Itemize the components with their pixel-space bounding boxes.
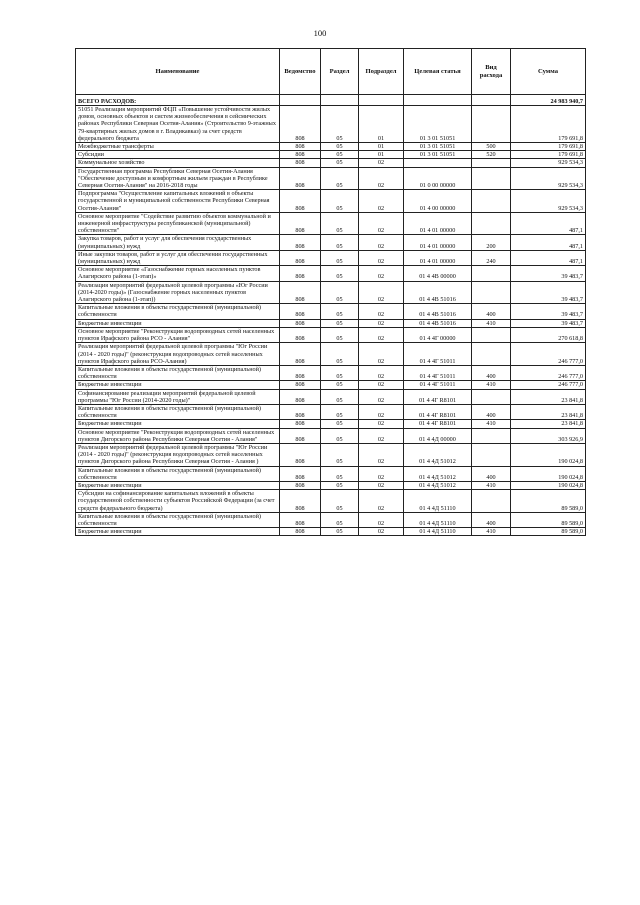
- table-row: [76, 528, 586, 536]
- row-type: 400: [472, 466, 511, 481]
- row-name: Капитальные вложения в объекты государственной (муниципальной) собственности: [76, 512, 280, 527]
- row-target: 01 4 01 00000: [404, 250, 472, 265]
- row-dept: 808: [280, 167, 321, 190]
- row-target: 01 4 4Д 51110: [404, 512, 472, 527]
- row-section: 05: [321, 512, 359, 527]
- row-sum: 39 483,7: [511, 319, 586, 327]
- row-name: Капитальные вложения в объекты государственной (муниципальной) собственности: [76, 404, 280, 419]
- header-subsection: Подраздел: [359, 49, 404, 95]
- row-sum: 190 024,8: [511, 466, 586, 481]
- table-row: [76, 327, 586, 342]
- table-row: [76, 250, 586, 265]
- row-subsection: 02: [359, 490, 404, 513]
- row-sum: 23 841,8: [511, 420, 586, 428]
- row-sum: 39 483,7: [511, 304, 586, 319]
- row-name: Бюджетные инвестиции: [76, 481, 280, 489]
- row-subsection: 02: [359, 443, 404, 466]
- row-target: 01 3 01 51051: [404, 151, 472, 159]
- row-section: 05: [321, 304, 359, 319]
- table-row: [76, 365, 586, 380]
- row-type: [472, 159, 511, 167]
- row-section: 05: [321, 266, 359, 281]
- table-row: [76, 235, 586, 250]
- header-sum: Сумма: [511, 49, 586, 95]
- row-sum: 190 024,8: [511, 443, 586, 466]
- table-row: [76, 466, 586, 481]
- table-row: [76, 304, 586, 319]
- row-section: 05: [321, 481, 359, 489]
- header-target: Целевая статья: [404, 49, 472, 95]
- total-row: [76, 95, 586, 106]
- row-type: [472, 443, 511, 466]
- row-section: 05: [321, 235, 359, 250]
- row-section: 05: [321, 327, 359, 342]
- row-section: 05: [321, 106, 359, 143]
- row-type: [472, 389, 511, 404]
- row-type: 410: [472, 420, 511, 428]
- row-name: Основное мероприятие "Содействие развитию объектов коммунальной и инженерной инфраструктуры республиканской (муниципальной) собственности": [76, 212, 280, 235]
- row-section: 05: [321, 528, 359, 536]
- row-section: 05: [321, 466, 359, 481]
- row-target: 01 0 00 00000: [404, 167, 472, 190]
- table-header-row: [76, 49, 586, 95]
- row-dept: 808: [280, 304, 321, 319]
- row-sum: 89 589,0: [511, 490, 586, 513]
- row-subsection: 02: [359, 319, 404, 327]
- row-subsection: 01: [359, 151, 404, 159]
- row-subsection: 02: [359, 167, 404, 190]
- row-target: 01 4 4Г 51011: [404, 381, 472, 389]
- row-target: 01 4 4Д 51110: [404, 528, 472, 536]
- row-type: 410: [472, 528, 511, 536]
- header-dept: Ведомство: [280, 49, 321, 95]
- row-type: [472, 327, 511, 342]
- row-dept: 808: [280, 159, 321, 167]
- row-target: 01 4 4Д 51012: [404, 466, 472, 481]
- row-dept: 808: [280, 443, 321, 466]
- row-section: 05: [321, 281, 359, 304]
- header-type: Вид расхода: [472, 49, 511, 95]
- row-section: 05: [321, 319, 359, 327]
- row-name: Бюджетные инвестиции: [76, 528, 280, 536]
- row-type: 400: [472, 512, 511, 527]
- row-subsection: 02: [359, 281, 404, 304]
- row-subsection: 02: [359, 212, 404, 235]
- row-sum: 89 589,0: [511, 528, 586, 536]
- row-dept: 808: [280, 428, 321, 443]
- row-name: Капитальные вложения в объекты государственной (муниципальной) собственности: [76, 304, 280, 319]
- table-row: [76, 512, 586, 527]
- table-row: [76, 151, 586, 159]
- row-name: Межбюджетные трансферты: [76, 143, 280, 151]
- row-subsection: 02: [359, 481, 404, 489]
- row-target: 01 4 4В 51016: [404, 319, 472, 327]
- table-row: [76, 319, 586, 327]
- total-label: ВСЕГО РАСХОДОВ:: [76, 95, 280, 106]
- row-target: 01 4 4Д 00000: [404, 428, 472, 443]
- row-dept: 808: [280, 343, 321, 366]
- row-type: 520: [472, 151, 511, 159]
- table-row: [76, 381, 586, 389]
- row-target: 01 4 4Г R8101: [404, 420, 472, 428]
- table-row: [76, 143, 586, 151]
- row-dept: 808: [280, 106, 321, 143]
- row-sum: 39 483,7: [511, 266, 586, 281]
- table-row: [76, 212, 586, 235]
- row-name: Закупка товаров, работ и услуг для обеспечения государственных (муниципальных) нужд: [76, 235, 280, 250]
- row-dept: 808: [280, 190, 321, 213]
- row-dept: 808: [280, 281, 321, 304]
- row-target: 01 4 4В 00000: [404, 266, 472, 281]
- row-type: [472, 428, 511, 443]
- row-subsection: 01: [359, 143, 404, 151]
- row-subsection: 02: [359, 266, 404, 281]
- row-type: 400: [472, 365, 511, 380]
- row-subsection: 02: [359, 343, 404, 366]
- table-row: [76, 281, 586, 304]
- row-sum: 246 777,0: [511, 381, 586, 389]
- row-subsection: 02: [359, 250, 404, 265]
- row-dept: 808: [280, 404, 321, 419]
- table-row: [76, 266, 586, 281]
- row-subsection: 02: [359, 381, 404, 389]
- row-type: [472, 106, 511, 143]
- row-dept: 808: [280, 151, 321, 159]
- row-subsection: 02: [359, 428, 404, 443]
- row-type: [472, 266, 511, 281]
- row-dept: 808: [280, 512, 321, 527]
- row-sum: 23 841,8: [511, 389, 586, 404]
- row-type: 400: [472, 304, 511, 319]
- row-dept: 808: [280, 327, 321, 342]
- row-sum: 929 534,3: [511, 167, 586, 190]
- row-section: 05: [321, 167, 359, 190]
- row-name: Реализация мероприятий федеральной целевой программы «Юг России (2014-2020 годы)» (Газоснабжение горных населенных пунктов Алагирского района (1-этап)): [76, 281, 280, 304]
- row-sum: 179 691,8: [511, 151, 586, 159]
- row-sum: 487,1: [511, 250, 586, 265]
- row-name: Основное мероприятие "Реконструкция водопроводных сетей населенных пунктов Дигорского района Республики Северная Осетия - Алания": [76, 428, 280, 443]
- row-dept: 808: [280, 481, 321, 489]
- row-dept: 808: [280, 466, 321, 481]
- row-name: Реализация мероприятий федеральной целевой программы "Юг России (2014 - 2020 годы)" (реконструкция водопроводных сетей населенных пунктов Дигорского района Республики Северная Осетия - Алания ): [76, 443, 280, 466]
- row-section: 05: [321, 151, 359, 159]
- row-section: 05: [321, 143, 359, 151]
- row-type: [472, 490, 511, 513]
- row-target: 01 4 4Д 51012: [404, 481, 472, 489]
- row-section: 05: [321, 420, 359, 428]
- row-target: 01 4 4Г 00000: [404, 327, 472, 342]
- row-section: 05: [321, 389, 359, 404]
- row-subsection: 02: [359, 512, 404, 527]
- row-target: 01 4 01 00000: [404, 235, 472, 250]
- row-section: 05: [321, 159, 359, 167]
- row-type: 410: [472, 481, 511, 489]
- row-section: 05: [321, 190, 359, 213]
- row-subsection: 02: [359, 159, 404, 167]
- row-subsection: 02: [359, 304, 404, 319]
- header-section: Раздел: [321, 49, 359, 95]
- row-name: Капитальные вложения в объекты государственной (муниципальной) собственности: [76, 365, 280, 380]
- row-type: 200: [472, 235, 511, 250]
- row-sum: 246 777,0: [511, 343, 586, 366]
- table-row: [76, 343, 586, 366]
- row-subsection: 02: [359, 235, 404, 250]
- row-dept: 808: [280, 381, 321, 389]
- row-type: [472, 212, 511, 235]
- row-name: Коммунальное хозяйство: [76, 159, 280, 167]
- row-name: Бюджетные инвестиции: [76, 381, 280, 389]
- row-subsection: 02: [359, 327, 404, 342]
- row-type: [472, 167, 511, 190]
- page-number: 100: [313, 28, 327, 38]
- table-row: [76, 159, 586, 167]
- row-dept: 808: [280, 319, 321, 327]
- row-sum: 89 589,0: [511, 512, 586, 527]
- row-target: 01 4 01 00000: [404, 212, 472, 235]
- table-row: [76, 490, 586, 513]
- row-subsection: 02: [359, 190, 404, 213]
- row-dept: 808: [280, 266, 321, 281]
- row-target: 01 3 01 51051: [404, 143, 472, 151]
- row-name: Основное мероприятие «Газоснабжение горных населенных пунктов Алагирского района (1-этап)»: [76, 266, 280, 281]
- table-row: [76, 167, 586, 190]
- row-target: 01 4 4Д 51110: [404, 490, 472, 513]
- row-type: 400: [472, 404, 511, 419]
- row-sum: 270 618,8: [511, 327, 586, 342]
- row-dept: 808: [280, 365, 321, 380]
- row-dept: 808: [280, 528, 321, 536]
- row-name: 51051 Реализация мероприятий ФЦП «Повышение устойчивости жилых домов, основных объектов и систем жизнеобеспечения в сейсмических районах Республики Северная Осетия-Алания» (Строительство 9-этажных 79-квартирных жилых домов в г. Владикавказ) за счет средств федерального бюджета: [76, 106, 280, 143]
- row-sum: 303 926,9: [511, 428, 586, 443]
- row-dept: 808: [280, 143, 321, 151]
- row-target: 01 4 4Д 51012: [404, 443, 472, 466]
- table-row: [76, 420, 586, 428]
- row-name: Подпрограмма "Осуществление капитальных вложений в объекты государственной и муниципальной собственности Республики Северная Осетия-Алания": [76, 190, 280, 213]
- row-type: [472, 190, 511, 213]
- row-sum: 179 691,8: [511, 106, 586, 143]
- row-target: 01 3 01 51051: [404, 106, 472, 143]
- row-sum: 929 534,3: [511, 190, 586, 213]
- row-dept: 808: [280, 420, 321, 428]
- row-name: Бюджетные инвестиции: [76, 319, 280, 327]
- row-name: Иные закупки товаров, работ и услуг для обеспечения государственных (муниципальных) нужд: [76, 250, 280, 265]
- table-row: [76, 443, 586, 466]
- row-dept: 808: [280, 250, 321, 265]
- row-dept: 808: [280, 235, 321, 250]
- budget-table: [75, 48, 586, 536]
- row-type: 410: [472, 381, 511, 389]
- row-dept: 808: [280, 389, 321, 404]
- row-sum: 23 841,8: [511, 404, 586, 419]
- row-name: Реализация мероприятий федеральной целевой программы "Юг России (2014 - 2020 годы)" (реконструкция водопроводных сетей населенных пунктов Ирафского района РСО-Алания): [76, 343, 280, 366]
- row-section: 05: [321, 250, 359, 265]
- row-name: Капитальные вложения в объекты государственной (муниципальной) собственности: [76, 466, 280, 481]
- table-row: [76, 190, 586, 213]
- row-section: 05: [321, 343, 359, 366]
- row-subsection: 02: [359, 420, 404, 428]
- row-target: [404, 159, 472, 167]
- table-row: [76, 404, 586, 419]
- row-target: 01 4 4Г 51011: [404, 343, 472, 366]
- row-type: [472, 343, 511, 366]
- row-name: Государственная программа Республики Северная Осетия-Алания "Обеспечение доступным и комфортным жильем граждан в Республике Северная Осетия-Алания" на 2016-2018 годы: [76, 167, 280, 190]
- row-type: 500: [472, 143, 511, 151]
- row-sum: 190 024,8: [511, 481, 586, 489]
- row-subsection: 02: [359, 389, 404, 404]
- row-section: 05: [321, 428, 359, 443]
- row-name: Бюджетные инвестиции: [76, 420, 280, 428]
- row-subsection: 01: [359, 106, 404, 143]
- row-type: 240: [472, 250, 511, 265]
- row-name: Субсидии на софинансирование капитальных вложений в объекты государственной собственности субъектов Российской Федерации (за счет средств федерального бюджета): [76, 490, 280, 513]
- row-section: 05: [321, 365, 359, 380]
- row-section: 05: [321, 381, 359, 389]
- total-sum: 24 983 940,7: [511, 95, 586, 106]
- row-dept: 808: [280, 212, 321, 235]
- row-sum: 179 691,8: [511, 143, 586, 151]
- row-name: Софинансирование реализации мероприятий федеральной целевой программы "Юг России (2014-2020 годы)": [76, 389, 280, 404]
- row-target: 01 4 4В 51016: [404, 304, 472, 319]
- row-target: 01 4 4Г R8101: [404, 389, 472, 404]
- row-subsection: 02: [359, 528, 404, 536]
- row-section: 05: [321, 443, 359, 466]
- row-type: 410: [472, 319, 511, 327]
- row-sum: 929 534,3: [511, 159, 586, 167]
- row-sum: 39 483,7: [511, 281, 586, 304]
- row-target: 01 4 4В 51016: [404, 281, 472, 304]
- table-row: [76, 481, 586, 489]
- row-name: Субсидии: [76, 151, 280, 159]
- row-sum: 246 777,0: [511, 365, 586, 380]
- row-sum: 487,1: [511, 235, 586, 250]
- row-subsection: 02: [359, 365, 404, 380]
- row-name: Основное мероприятие "Реконструкция водопроводных сетей населенных пунктов Ирафского района РСО - Алания": [76, 327, 280, 342]
- row-dept: 808: [280, 490, 321, 513]
- row-section: 05: [321, 490, 359, 513]
- table-row: [76, 106, 586, 143]
- row-target: 01 4 4Г R8101: [404, 404, 472, 419]
- header-name: Наименование: [76, 49, 280, 95]
- row-sum: 487,1: [511, 212, 586, 235]
- row-section: 05: [321, 212, 359, 235]
- row-target: 01 4 00 00000: [404, 190, 472, 213]
- row-target: 01 4 4Г 51011: [404, 365, 472, 380]
- row-subsection: 02: [359, 466, 404, 481]
- row-section: 05: [321, 404, 359, 419]
- row-type: [472, 281, 511, 304]
- table-row: [76, 428, 586, 443]
- row-subsection: 02: [359, 404, 404, 419]
- table-row: [76, 389, 586, 404]
